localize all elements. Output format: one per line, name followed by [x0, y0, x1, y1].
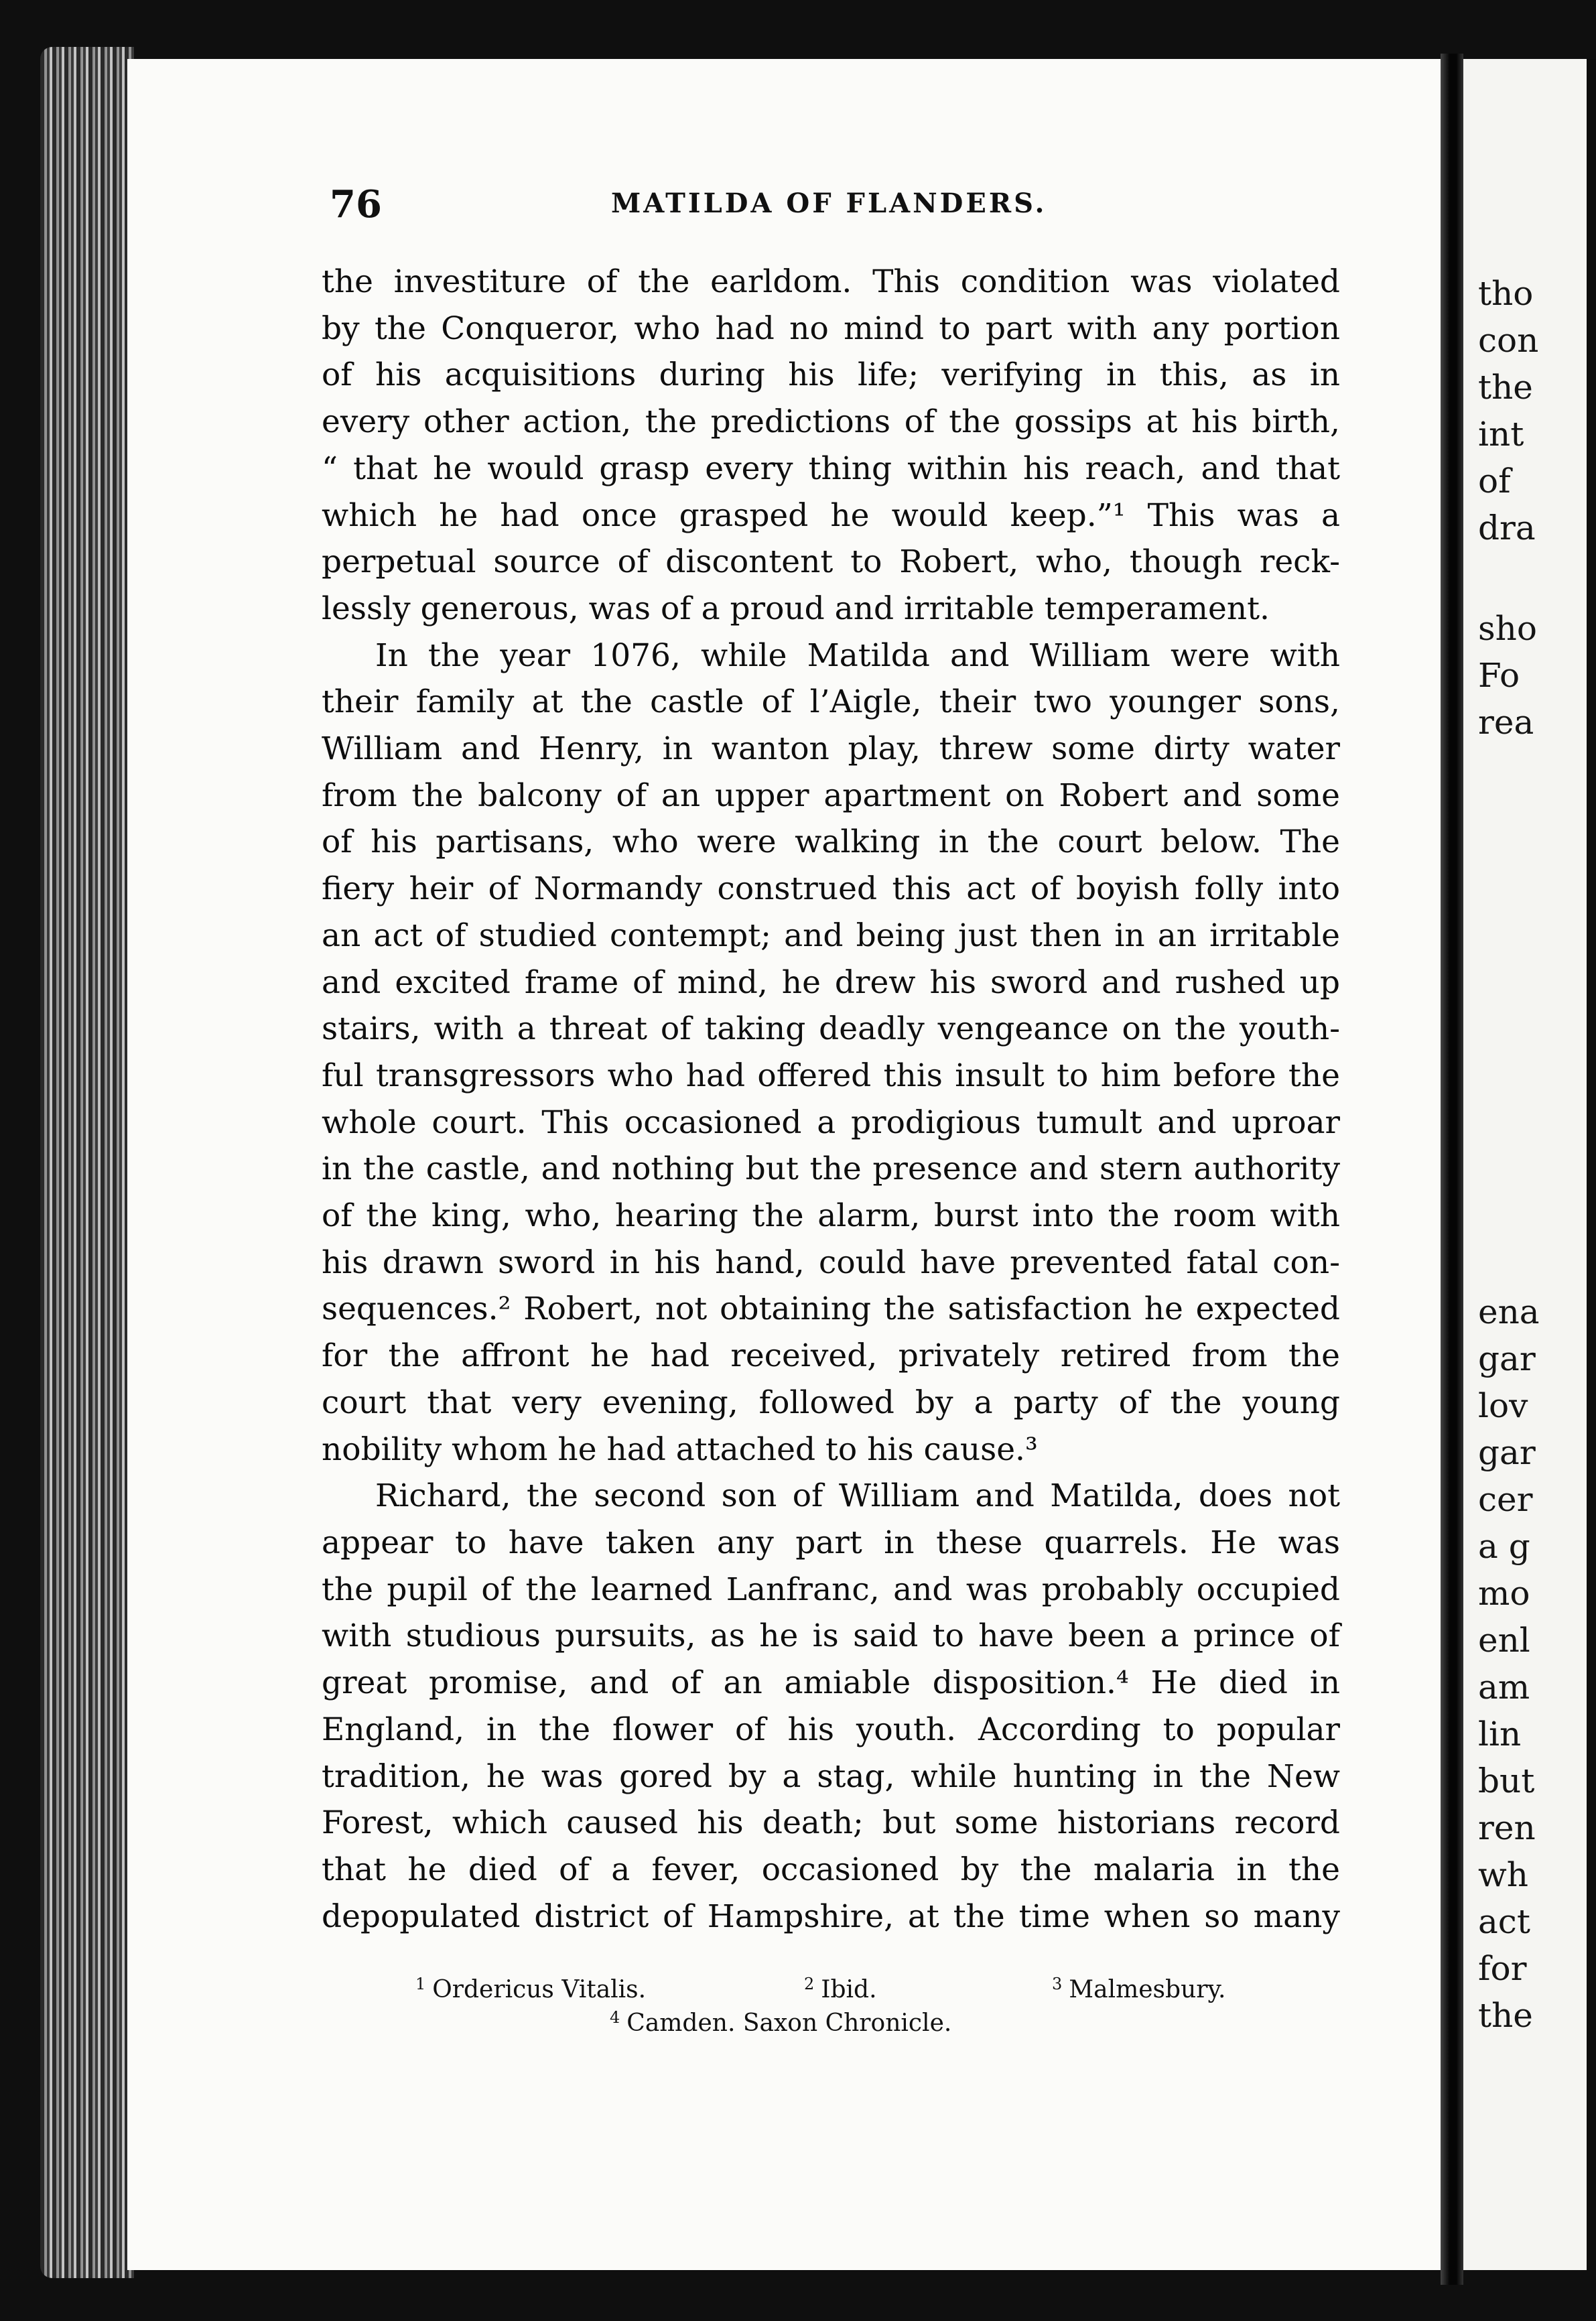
text-line: whole court. This occasioned a prodigious tumult and uproar — [322, 1104, 1340, 1141]
text-line: every other action, the predictions of the gossips at his birth, — [322, 403, 1340, 441]
text-line: ful transgressors who had offered this insult to him before the — [322, 1057, 1340, 1094]
footnote-row — [322, 1967, 1340, 2001]
facing-page-fragment: tho — [1478, 274, 1534, 313]
facing-page-fragment: ren — [1478, 1808, 1536, 1847]
facing-page-fragment: the — [1478, 1996, 1533, 2035]
facing-page-fragment: lov — [1478, 1386, 1528, 1425]
text-line: of the king, who, hearing the alarm, burst into the room with — [322, 1197, 1340, 1235]
page-header — [330, 182, 1355, 229]
facing-page-fragment: ena — [1478, 1292, 1540, 1331]
footnote-text: Malmesbury. — [1069, 1976, 1226, 2003]
text-line: of his partisans, who were walking in the court below. The — [322, 823, 1340, 861]
facing-page-fragment: cer — [1478, 1480, 1533, 1519]
text-line: court that very evening, followed by a party of the young — [322, 1384, 1340, 1421]
text-line: Forest, which caused his death; but some historians record — [322, 1804, 1340, 1842]
footnote-4 — [610, 2001, 951, 2040]
footnote-text: Camden. Saxon Chronicle. — [626, 2009, 952, 2037]
text-line: tradition, he was gored by a stag, while hunting in the New — [322, 1758, 1340, 1795]
footnote-row — [322, 2001, 1340, 2037]
text-line: that he died of a fever, occasioned by the malaria in the — [322, 1851, 1340, 1888]
text-line: lessly generous, was of a proud and irritable temperament. — [322, 590, 1270, 627]
text-line: the pupil of the learned Lanfranc, and was probably occupied — [322, 1571, 1340, 1608]
paragraph — [322, 633, 1340, 1473]
footnote-text: Ibid. — [821, 1976, 877, 2003]
text-line: depopulated district of Hampshire, at the time when so many — [322, 1898, 1340, 1935]
footnotes — [322, 1967, 1340, 2037]
text-line: sequences.² Robert, not obtaining the satisfaction he expected — [322, 1290, 1340, 1328]
facing-page-fragment: rea — [1478, 703, 1534, 742]
footnote-marker: 4 — [610, 2008, 620, 2027]
text-line: William and Henry, in wanton play, threw some dirty water — [322, 730, 1340, 768]
text-line: from the balcony of an upper apartment on Robert and some — [322, 777, 1340, 814]
paragraph — [322, 1473, 1340, 1940]
text-line: which he had once grasped he would keep.”¹ This was a — [322, 496, 1340, 534]
facing-page-fragment: for — [1478, 1949, 1527, 1988]
facing-page-fragment: but — [1478, 1762, 1535, 1800]
facing-page-fragment: con — [1478, 321, 1539, 360]
footnote-marker: 3 — [1052, 1975, 1063, 1993]
text-line: Richard, the second son of William and Matilda, does not — [375, 1477, 1340, 1515]
text-line: in the castle, and nothing but the presence and stern authority — [322, 1150, 1340, 1188]
facing-page-fragment: gar — [1478, 1433, 1536, 1472]
text-line: stairs, with a threat of taking deadly vengeance on the youth- — [322, 1010, 1340, 1048]
text-line: of his acquisitions during his life; verifying in this, as in — [322, 356, 1340, 394]
text-line: nobility whom he had attached to his cause.³ — [322, 1431, 1038, 1468]
footnote-text: Ordericus Vitalis. — [432, 1976, 647, 2003]
footnote-marker: 1 — [415, 1975, 426, 1993]
facing-page-edge — [1587, 59, 1596, 2270]
facing-page-fragment: mo — [1478, 1574, 1530, 1613]
facing-page-fragment: the — [1478, 368, 1533, 407]
running-title: MATILDA OF FLANDERS. — [611, 188, 1047, 219]
text-line: his drawn sword in his hand, could have prevented fatal con- — [322, 1244, 1340, 1281]
text-line: great promise, and of an amiable disposition.⁴ He died in — [322, 1664, 1340, 1702]
text-line: fiery heir of Normandy construed this act of boyish folly into — [322, 870, 1340, 908]
facing-page-fragment: sho — [1478, 609, 1537, 648]
facing-page-fragment: a g — [1478, 1527, 1530, 1566]
text-line: their family at the castle of l’Aigle, their two younger sons, — [322, 683, 1340, 721]
facing-page-fragment: int — [1478, 415, 1524, 454]
text-line: appear to have taken any part in these quarrels. He was — [322, 1524, 1340, 1561]
text-line: with studious pursuits, as he is said to have been a prince of — [322, 1617, 1340, 1655]
facing-page-fragment: wh — [1478, 1855, 1528, 1894]
body-text — [322, 259, 1340, 1940]
text-line: In the year 1076, while Matilda and William were with — [375, 637, 1340, 674]
book-page-edges — [40, 47, 134, 2278]
facing-page-fragment: Fo — [1478, 656, 1520, 695]
page-number: 76 — [330, 182, 382, 226]
facing-page-fragment: am — [1478, 1668, 1530, 1707]
text-line: England, in the flower of his youth. According to popular — [322, 1711, 1340, 1748]
book-gutter — [1441, 54, 1463, 2285]
facing-page-fragment: act — [1478, 1902, 1530, 1941]
facing-page-fragment: of — [1478, 462, 1511, 501]
text-line: for the affront he had received, privately retired from the — [322, 1337, 1340, 1375]
facing-page-fragment: enl — [1478, 1621, 1530, 1660]
text-line: “ that he would grasp every thing within his reach, and that — [322, 450, 1340, 487]
facing-page — [1463, 59, 1596, 2270]
facing-page-fragment: gar — [1478, 1339, 1536, 1378]
paragraph — [322, 259, 1340, 633]
text-line: by the Conqueror, who had no mind to part with any portion — [322, 310, 1340, 347]
text-line: perpetual source of discontent to Robert, who, though reck- — [322, 543, 1340, 581]
facing-page-fragment: dra — [1478, 509, 1536, 547]
footnote-marker: 2 — [804, 1975, 815, 1993]
text-line: and excited frame of mind, he drew his sword and rushed up — [322, 964, 1340, 1001]
text-line: an act of studied contempt; and being just then in an irritable — [322, 917, 1340, 954]
text-line: the investiture of the earldom. This condition was violated — [322, 263, 1340, 300]
facing-page-fragment: lin — [1478, 1715, 1522, 1753]
